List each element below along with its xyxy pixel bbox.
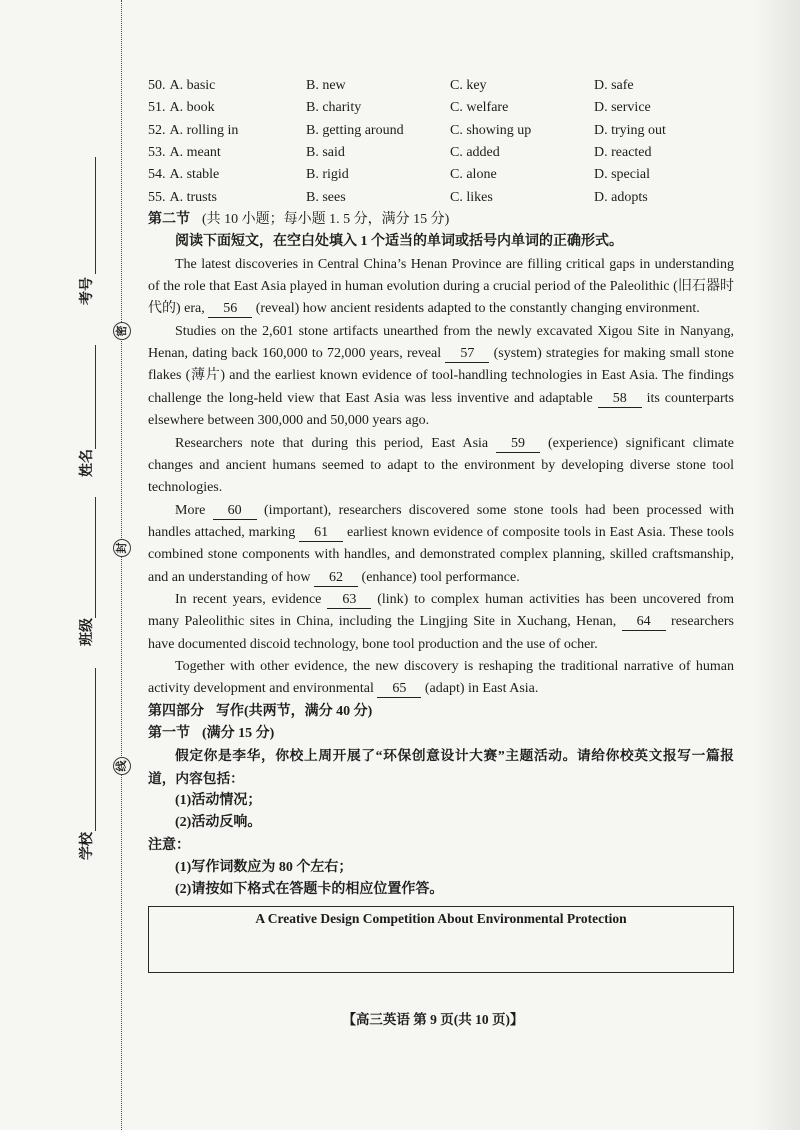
blank-65: 65 — [377, 681, 421, 698]
passage-text: earliest known evidence of composite tools in East Asia. These tools combined stone components with handles, and demonstrated complex planning, skilled craftsmanship, and an understanding of how — [148, 524, 735, 585]
passage-text: (adapt) in East Asia. — [421, 681, 539, 697]
passage-text: (experience) significant climate changes and ancient humans seemed to adapt to the environment by developing diverse stone tool technologies. — [148, 435, 734, 496]
question-number: 51. — [148, 100, 166, 116]
option-cell-a — [148, 75, 306, 97]
option-a: A. stable — [169, 167, 220, 183]
blank-57: 57 — [445, 346, 489, 363]
blank-56: 56 — [208, 301, 252, 318]
option-b: B. said — [306, 145, 345, 161]
option-row — [148, 164, 734, 186]
passage-paragraph — [148, 500, 734, 589]
option-d: D. safe — [594, 78, 634, 93]
option-d: D. adopts — [594, 189, 648, 205]
content-item: (2)活动反响。 — [175, 815, 262, 831]
page-footer: 【高三英语 第 9 页(共 10 页)】 — [342, 1012, 524, 1027]
section-2-instruction: 阅读下面短文，在空白处填入 1 个适当的单词或括号内单词的正确形式。 — [175, 234, 623, 250]
option-c: C. alone — [450, 167, 497, 183]
option-row — [148, 120, 734, 142]
option-row — [148, 75, 734, 97]
option-a: A. meant — [169, 145, 221, 161]
option-row — [148, 97, 734, 119]
writing-section-1-title: 第一节 — [148, 725, 190, 741]
school-fill-line — [95, 668, 96, 831]
answer-box-title: A Creative Design Competition About Environmental Protection — [255, 910, 627, 926]
part-4-subtitle: 写作(共两节，满分 40 分) — [216, 703, 373, 719]
note-item: (1)写作词数应为 80 个左右； — [175, 860, 353, 876]
option-b: B. new — [306, 78, 346, 93]
question-number: 55. — [148, 189, 166, 205]
note-label: 注意： — [148, 837, 190, 853]
option-c: C. welfare — [450, 100, 509, 116]
passage-text: (important), researchers discovered some stone tools had been processed with handles attached, marking — [148, 502, 734, 540]
passage-text: Researchers note that during this period, East Asia — [175, 435, 497, 451]
binding-dotted-line — [121, 0, 122, 1130]
passage-text: (enhance) tool performance. — [358, 569, 520, 585]
class-fill-line — [95, 497, 96, 618]
seal-mark-mi: 密 — [113, 322, 131, 340]
writing-section-1-heading — [148, 723, 734, 745]
option-cell-a — [148, 97, 306, 119]
blank-59: 59 — [496, 436, 540, 453]
passage-text: researchers have documented discoid technology, bone tool production and the use of ocher. — [148, 614, 735, 652]
option-d: D. trying out — [594, 122, 666, 138]
question-number: 54. — [148, 167, 166, 183]
passage-text: (reveal) how ancient residents adapted to the constantly changing environment. — [252, 301, 700, 317]
blank-61: 61 — [299, 525, 343, 542]
option-a: A. rolling in — [169, 122, 239, 138]
writing-section-1-scoring: (满分 15 分) — [202, 725, 275, 741]
option-cell-a — [148, 120, 306, 142]
option-c: C. likes — [450, 189, 493, 205]
page-content — [148, 75, 734, 973]
writing-prompt: 假定你是李华，你校上周开展了“环保创意设计大赛”主题活动。请给你校英文报写一篇报道，内容包括： — [148, 748, 734, 786]
option-d: D. service — [594, 100, 651, 116]
passage-paragraph — [148, 589, 734, 656]
note-item: (2)请按如下格式在答题卡的相应位置作答。 — [175, 882, 444, 898]
option-c: C. added — [450, 145, 500, 161]
option-d: D. reacted — [594, 145, 652, 161]
option-a: A. basic — [169, 78, 216, 93]
blank-63: 63 — [327, 592, 371, 609]
option-a: A. book — [169, 100, 215, 116]
option-row — [148, 142, 734, 164]
question-number: 52. — [148, 122, 166, 138]
option-b: B. rigid — [306, 167, 349, 183]
passage-text: (link) to complex human activities has been uncovered from many Paleolithic sites in China, including the Lingjing Site in Xuchang, Henan, — [148, 591, 735, 630]
cloze-passage — [148, 254, 734, 701]
question-number: 53. — [148, 145, 166, 161]
answer-format-box — [148, 906, 734, 973]
passage-paragraph — [148, 433, 734, 500]
option-cell-a — [148, 187, 306, 209]
passage-text: The latest discoveries in Central China’s Henan Province are filling critical gaps in understanding of the role that East Asia played in human evolution during a crucial period of the Paleolithic (旧石器时代的) era, — [148, 256, 734, 317]
option-b: B. getting around — [306, 122, 404, 138]
content-item: (1)活动情况； — [175, 793, 262, 808]
class-label: 班级 — [80, 618, 95, 646]
school-label: 学校 — [80, 832, 95, 860]
passage-text: (system) strategies for making small stone flakes (薄片) and the earliest known evidence of tool-handling technologies in East Asia. The findings challenge the long-held view that East Asia was less inventive and adaptable — [148, 346, 734, 406]
question-number: 50. — [148, 78, 166, 93]
option-c: C. key — [450, 78, 487, 93]
passage-text: In recent years, evidence — [175, 591, 328, 607]
section-2-scoring: (共 10 小题；每小题 1. 5 分，满分 15 分) — [202, 212, 450, 228]
section-2-heading — [148, 209, 734, 231]
name-label: 姓名 — [80, 449, 95, 477]
part-4-heading — [148, 701, 734, 723]
passage-text: More — [175, 502, 213, 518]
seal-mark-feng: 封 — [113, 539, 131, 557]
passage-paragraph — [148, 321, 734, 433]
passage-text: Studies on the 2,601 stone artifacts unearthed from the newly excavated Xigou Site in Nanyang, Henan, dating back 160,000 to 72,000 years, reveal — [148, 323, 734, 362]
exam-number-fill-line — [95, 157, 96, 274]
blank-62: 62 — [314, 570, 358, 587]
blank-64: 64 — [622, 614, 666, 631]
option-c: C. showing up — [450, 122, 532, 138]
blank-58: 58 — [598, 391, 642, 408]
seal-mark-xian: 线 — [113, 757, 131, 775]
passage-text: its counterparts elsewhere between 300,000 and 50,000 years ago. — [148, 390, 735, 429]
scan-edge-shadow — [754, 0, 800, 1130]
option-cell-a — [148, 142, 306, 164]
exam-number-label: 考号 — [80, 277, 95, 305]
part-4-title: 第四部分 — [148, 703, 204, 719]
passage-paragraph — [148, 656, 734, 701]
passage-paragraph — [148, 254, 734, 321]
option-a: A. trusts — [169, 189, 217, 205]
section-2-title: 第二节 — [148, 212, 190, 228]
option-b: B. sees — [306, 189, 346, 205]
option-cell-a — [148, 164, 306, 186]
blank-60: 60 — [213, 503, 257, 520]
option-d: D. special — [594, 167, 650, 183]
options-table — [148, 75, 734, 209]
name-fill-line — [95, 345, 96, 449]
option-b: B. charity — [306, 100, 362, 116]
option-row — [148, 187, 734, 209]
passage-text: Together with other evidence, the new discovery is reshaping the traditional narrative of human activity development and environmental — [148, 658, 734, 697]
